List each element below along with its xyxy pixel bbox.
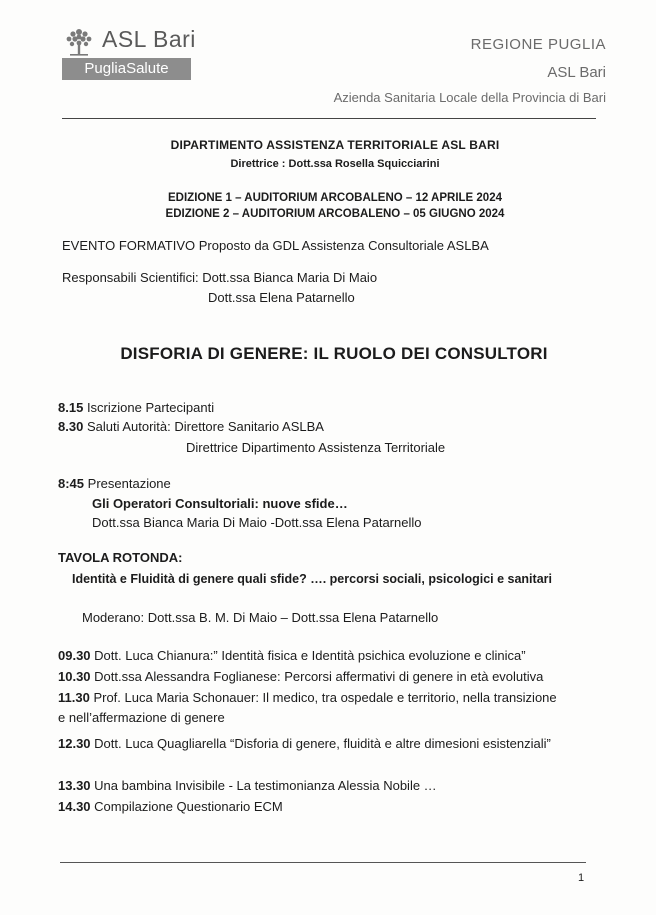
program-text: Dott. Luca Chianura:” Identità fisica e Identità psichica evoluzione e clinica” [94,648,526,663]
program-item [58,669,543,684]
program-text: e nell’affermazione di genere [58,710,225,725]
program-item [58,648,526,663]
program-time: 13.30 [58,778,91,793]
program-text: Saluti Autorità: Direttore Sanitario ASLBA [86,419,324,434]
program-time: 12.30 [58,736,91,751]
asl-tree-logo-icon [62,26,96,56]
event-line: EVENTO FORMATIVO Proposto da GDL Assistenza Consultoriale ASLBA [62,238,489,253]
program-item [58,690,557,705]
logo-name: ASL Bari [102,26,196,52]
program-item [58,400,214,415]
program-item [58,799,283,814]
program-text: Iscrizione Partecipanti [86,400,215,415]
program-time: 11.30 [58,690,90,705]
program-item [58,736,551,751]
department-title: DIPARTIMENTO ASSISTENZA TERRITORIALE ASL BARI [170,138,500,152]
round-table-topic: Identità e Fluidità di genere quali sfide? …. percorsi sociali, psicologici e sanitari [72,572,552,586]
program-speakers: Dott.ssa Bianca Maria Di Maio -Dott.ssa Elena Patarnello [92,515,422,530]
asl-label: ASL Bari [547,64,606,81]
program-item [58,778,437,793]
program-text: Dott. Luca Quagliarella “Disforia di genere, fluidità e altre dimesioni esistenziali” [94,736,551,751]
page-number: 1 [578,872,585,884]
azienda-label: Azienda Sanitaria Locale della Provincia di Bari [333,90,606,105]
program-text: Direttrice Dipartimento Assistenza Territoriale [186,440,446,455]
responsabili-label: Responsabili Scientifici: [62,270,199,285]
program-time: 8:45 [58,476,85,491]
program-time: 14.30 [58,799,91,814]
director-line: Direttrice : Dott.ssa Rosella Squicciarini [230,158,440,170]
program-text: Una bambina Invisibile - La testimonianza Alessia Nobile … [94,778,437,793]
responsabili-line [62,270,377,285]
program-time: 8.15 [58,400,84,415]
responsabile-1: Dott.ssa Bianca Maria Di Maio [202,270,378,285]
moderators: Moderano: Dott.ssa B. M. Di Maio – Dott.ssa Elena Patarnello [82,610,439,625]
program-item [58,476,171,491]
event-title: DISFORIA DI GENERE: IL RUOLO DEI CONSULTORI [120,344,548,363]
footer-divider [60,862,586,863]
program-time: 09.30 [58,648,91,663]
program-text: Compilazione Questionario ECM [94,799,283,814]
edition-1: EDIZIONE 1 – AUDITORIUM ARCOBALENO – 12 APRILE 2024 [168,192,502,204]
edition-2: EDIZIONE 2 – AUDITORIUM ARCOBALENO – 05 GIUGNO 2024 [165,208,505,220]
logo-band: PugliaSalute [62,58,191,80]
round-table-label: TAVOLA ROTONDA: [58,550,183,565]
program-subtitle: Gli Operatori Consultoriali: nuove sfide… [92,496,348,511]
program-item [58,419,324,434]
program-text: Presentazione [87,476,171,491]
program-time: 10.30 [58,669,91,684]
header-divider [62,118,596,119]
region-label: REGIONE PUGLIA [470,36,606,53]
program-text: Dott.ssa Alessandra Foglianese: Percorsi affermativi di genere in età evolutiva [94,669,544,684]
responsabile-2: Dott.ssa Elena Patarnello [208,290,355,305]
program-time: 8.30 [58,419,84,434]
program-text: Prof. Luca Maria Schonauer: Il medico, tra ospedale e territorio, nella transizione [93,690,557,705]
